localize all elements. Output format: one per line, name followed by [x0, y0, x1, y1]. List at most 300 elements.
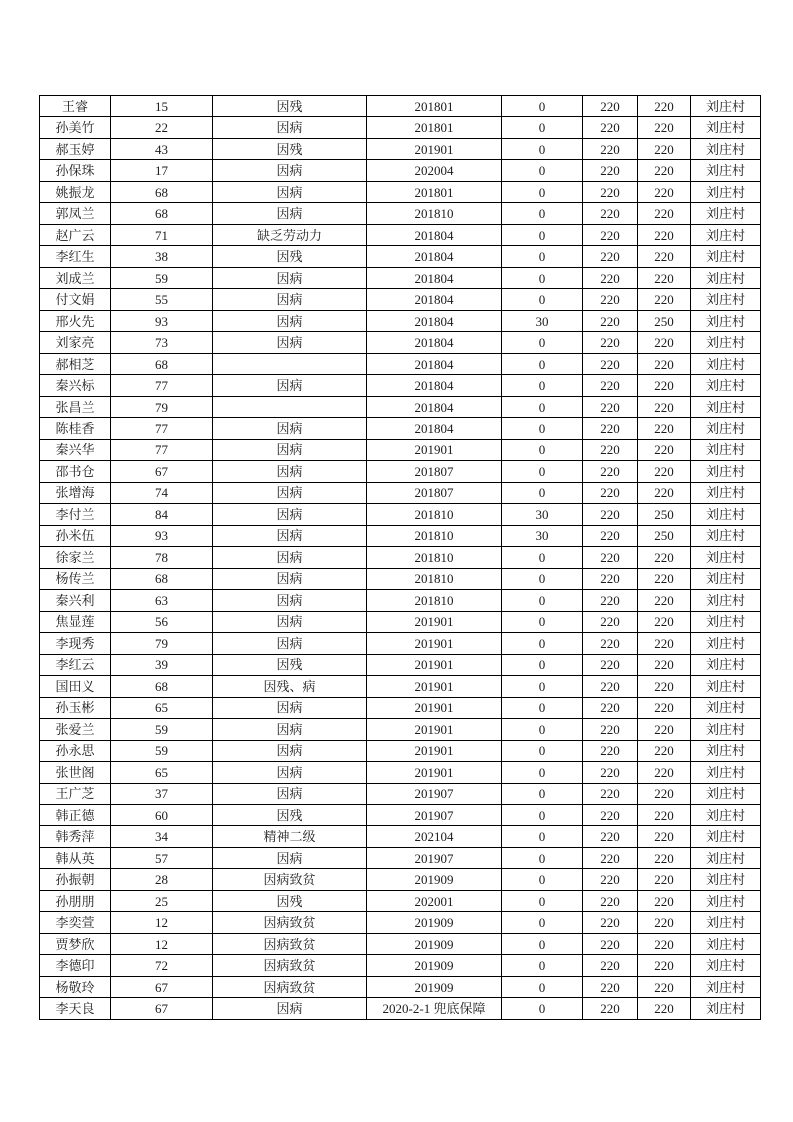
- cell-standard: 220: [583, 461, 638, 482]
- cell-adjustment: 0: [502, 353, 583, 374]
- cell-adjustment: 0: [502, 654, 583, 675]
- cell-cause: 因残、病: [213, 676, 367, 697]
- cell-name: 徐家兰: [40, 547, 111, 568]
- cell-village: 刘庄村: [691, 762, 761, 783]
- cell-name: 郝相芝: [40, 353, 111, 374]
- table-row: [40, 353, 761, 374]
- cell-age: 72: [111, 955, 213, 976]
- table-row: [40, 719, 761, 740]
- table-row: [40, 783, 761, 804]
- cell-total: 220: [638, 976, 691, 997]
- cell-age: 79: [111, 633, 213, 654]
- cell-age: 22: [111, 117, 213, 138]
- table-row: [40, 482, 761, 503]
- cell-adjustment: 0: [502, 246, 583, 267]
- cell-date: 201909: [367, 976, 502, 997]
- table-row: [40, 869, 761, 890]
- cell-adjustment: 0: [502, 160, 583, 181]
- cell-adjustment: 0: [502, 633, 583, 654]
- cell-name: 孙朋朋: [40, 890, 111, 911]
- cell-adjustment: 0: [502, 117, 583, 138]
- table-row: [40, 439, 761, 460]
- cell-cause: 因病: [213, 203, 367, 224]
- cell-total: 220: [638, 654, 691, 675]
- cell-date: 201804: [367, 246, 502, 267]
- cell-age: 59: [111, 740, 213, 761]
- cell-date: 201901: [367, 740, 502, 761]
- cell-cause: 因病: [213, 525, 367, 546]
- cell-cause: 因病: [213, 482, 367, 503]
- cell-name: 张爱兰: [40, 719, 111, 740]
- cell-village: 刘庄村: [691, 332, 761, 353]
- cell-village: 刘庄村: [691, 203, 761, 224]
- cell-age: 65: [111, 762, 213, 783]
- cell-standard: 220: [583, 418, 638, 439]
- cell-age: 12: [111, 933, 213, 954]
- cell-total: 220: [638, 633, 691, 654]
- cell-name: 孙振朝: [40, 869, 111, 890]
- cell-name: 韩秀萍: [40, 826, 111, 847]
- cell-adjustment: 0: [502, 933, 583, 954]
- cell-cause: 因病致贫: [213, 933, 367, 954]
- table-row: [40, 504, 761, 525]
- cell-cause: 因病: [213, 504, 367, 525]
- table-row: [40, 224, 761, 245]
- cell-date: 201810: [367, 547, 502, 568]
- cell-village: 刘庄村: [691, 719, 761, 740]
- cell-cause: 精神二级: [213, 826, 367, 847]
- cell-standard: 220: [583, 289, 638, 310]
- cell-standard: 220: [583, 203, 638, 224]
- cell-adjustment: 0: [502, 396, 583, 417]
- cell-cause: 因病: [213, 160, 367, 181]
- cell-total: 220: [638, 96, 691, 117]
- cell-name: 孙永思: [40, 740, 111, 761]
- table-row: [40, 418, 761, 439]
- cell-village: 刘庄村: [691, 289, 761, 310]
- cell-village: 刘庄村: [691, 310, 761, 331]
- cell-cause: 因病致贫: [213, 955, 367, 976]
- table-row: [40, 804, 761, 825]
- cell-cause: 因病: [213, 740, 367, 761]
- cell-age: 74: [111, 482, 213, 503]
- cell-name: 姚振龙: [40, 181, 111, 202]
- cell-age: 59: [111, 267, 213, 288]
- cell-date: 202004: [367, 160, 502, 181]
- table-row: [40, 676, 761, 697]
- cell-standard: 220: [583, 181, 638, 202]
- cell-date: 201804: [367, 418, 502, 439]
- cell-adjustment: 0: [502, 289, 583, 310]
- cell-adjustment: 0: [502, 697, 583, 718]
- cell-name: 秦兴华: [40, 439, 111, 460]
- cell-total: 220: [638, 998, 691, 1019]
- cell-adjustment: 0: [502, 332, 583, 353]
- cell-standard: 220: [583, 998, 638, 1019]
- cell-standard: 220: [583, 890, 638, 911]
- subsidy-table: [39, 95, 761, 1020]
- cell-age: 68: [111, 568, 213, 589]
- cell-village: 刘庄村: [691, 353, 761, 374]
- cell-standard: 220: [583, 547, 638, 568]
- cell-age: 65: [111, 697, 213, 718]
- cell-cause: 因病: [213, 289, 367, 310]
- cell-date: 201810: [367, 203, 502, 224]
- cell-date: 201804: [367, 375, 502, 396]
- cell-village: 刘庄村: [691, 869, 761, 890]
- cell-age: 39: [111, 654, 213, 675]
- cell-date: 201804: [367, 289, 502, 310]
- cell-village: 刘庄村: [691, 224, 761, 245]
- cell-village: 刘庄村: [691, 633, 761, 654]
- cell-date: 201901: [367, 138, 502, 159]
- cell-total: 220: [638, 332, 691, 353]
- cell-name: 秦兴标: [40, 375, 111, 396]
- cell-name: 郭凤兰: [40, 203, 111, 224]
- cell-standard: 220: [583, 439, 638, 460]
- cell-total: 220: [638, 740, 691, 761]
- cell-date: 201907: [367, 783, 502, 804]
- cell-total: 220: [638, 289, 691, 310]
- cell-village: 刘庄村: [691, 933, 761, 954]
- cell-cause: 因残: [213, 890, 367, 911]
- cell-total: 220: [638, 418, 691, 439]
- cell-age: 68: [111, 353, 213, 374]
- cell-total: 220: [638, 267, 691, 288]
- cell-adjustment: 0: [502, 482, 583, 503]
- table-row: [40, 590, 761, 611]
- cell-age: 84: [111, 504, 213, 525]
- cell-date: 2020-2-1 兜底保障: [367, 998, 502, 1019]
- cell-cause: 因病致贫: [213, 976, 367, 997]
- cell-standard: 220: [583, 96, 638, 117]
- cell-cause: 因残: [213, 138, 367, 159]
- cell-village: 刘庄村: [691, 117, 761, 138]
- cell-name: 孙美竹: [40, 117, 111, 138]
- cell-adjustment: 0: [502, 890, 583, 911]
- cell-date: 201807: [367, 461, 502, 482]
- table-row: [40, 525, 761, 546]
- cell-name: 秦兴利: [40, 590, 111, 611]
- cell-cause: 因残: [213, 96, 367, 117]
- cell-age: 59: [111, 719, 213, 740]
- cell-total: 220: [638, 439, 691, 460]
- table-row: [40, 181, 761, 202]
- table-row: [40, 547, 761, 568]
- cell-date: 201909: [367, 955, 502, 976]
- cell-village: 刘庄村: [691, 461, 761, 482]
- cell-adjustment: 0: [502, 203, 583, 224]
- cell-standard: 220: [583, 912, 638, 933]
- cell-date: 201807: [367, 482, 502, 503]
- cell-name: 付文娟: [40, 289, 111, 310]
- cell-name: 李红云: [40, 654, 111, 675]
- cell-total: 220: [638, 869, 691, 890]
- cell-date: 201901: [367, 697, 502, 718]
- cell-date: 201909: [367, 912, 502, 933]
- table-row: [40, 998, 761, 1019]
- cell-name: 李天良: [40, 998, 111, 1019]
- cell-age: 67: [111, 976, 213, 997]
- cell-name: 孙玉彬: [40, 697, 111, 718]
- table-row: [40, 117, 761, 138]
- cell-total: 220: [638, 826, 691, 847]
- cell-date: 201810: [367, 525, 502, 546]
- cell-total: 220: [638, 804, 691, 825]
- cell-age: 68: [111, 676, 213, 697]
- cell-cause: 因病: [213, 117, 367, 138]
- cell-date: 201810: [367, 590, 502, 611]
- table-row: [40, 267, 761, 288]
- cell-standard: 220: [583, 504, 638, 525]
- cell-age: 55: [111, 289, 213, 310]
- cell-name: 李现秀: [40, 633, 111, 654]
- cell-adjustment: 0: [502, 912, 583, 933]
- cell-name: 邢火先: [40, 310, 111, 331]
- cell-standard: 220: [583, 869, 638, 890]
- cell-standard: 220: [583, 224, 638, 245]
- cell-standard: 220: [583, 246, 638, 267]
- table-row: [40, 955, 761, 976]
- cell-cause: 因病: [213, 181, 367, 202]
- cell-total: 220: [638, 117, 691, 138]
- cell-standard: 220: [583, 117, 638, 138]
- table-row: [40, 461, 761, 482]
- cell-age: 12: [111, 912, 213, 933]
- table-row: [40, 289, 761, 310]
- cell-standard: 220: [583, 353, 638, 374]
- cell-name: 王广芝: [40, 783, 111, 804]
- cell-standard: 220: [583, 611, 638, 632]
- table-row: [40, 890, 761, 911]
- cell-village: 刘庄村: [691, 611, 761, 632]
- cell-age: 37: [111, 783, 213, 804]
- cell-village: 刘庄村: [691, 160, 761, 181]
- cell-name: 邵书仓: [40, 461, 111, 482]
- cell-standard: 220: [583, 568, 638, 589]
- cell-adjustment: 0: [502, 804, 583, 825]
- cell-adjustment: 0: [502, 762, 583, 783]
- cell-village: 刘庄村: [691, 482, 761, 503]
- cell-adjustment: 0: [502, 96, 583, 117]
- cell-adjustment: 0: [502, 955, 583, 976]
- cell-village: 刘庄村: [691, 826, 761, 847]
- table-row: [40, 976, 761, 997]
- cell-standard: 220: [583, 332, 638, 353]
- cell-standard: 220: [583, 590, 638, 611]
- cell-village: 刘庄村: [691, 138, 761, 159]
- table-row: [40, 375, 761, 396]
- cell-name: 李红生: [40, 246, 111, 267]
- cell-age: 77: [111, 439, 213, 460]
- cell-cause: 因病: [213, 310, 367, 331]
- cell-village: 刘庄村: [691, 568, 761, 589]
- cell-age: 57: [111, 847, 213, 868]
- cell-village: 刘庄村: [691, 418, 761, 439]
- cell-date: 201801: [367, 181, 502, 202]
- cell-name: 焦显莲: [40, 611, 111, 632]
- cell-age: 78: [111, 547, 213, 568]
- cell-village: 刘庄村: [691, 590, 761, 611]
- table-row: [40, 826, 761, 847]
- cell-adjustment: 0: [502, 418, 583, 439]
- cell-standard: 220: [583, 955, 638, 976]
- cell-age: 15: [111, 96, 213, 117]
- cell-adjustment: 0: [502, 181, 583, 202]
- cell-village: 刘庄村: [691, 375, 761, 396]
- cell-date: 201901: [367, 676, 502, 697]
- table-row: [40, 933, 761, 954]
- cell-age: 28: [111, 869, 213, 890]
- cell-adjustment: 0: [502, 847, 583, 868]
- cell-village: 刘庄村: [691, 955, 761, 976]
- cell-standard: 220: [583, 633, 638, 654]
- cell-total: 220: [638, 568, 691, 589]
- cell-name: 王睿: [40, 96, 111, 117]
- cell-village: 刘庄村: [691, 740, 761, 761]
- cell-village: 刘庄村: [691, 181, 761, 202]
- cell-date: 201804: [367, 353, 502, 374]
- cell-adjustment: 0: [502, 568, 583, 589]
- cell-cause: 因残: [213, 804, 367, 825]
- cell-total: 220: [638, 138, 691, 159]
- cell-date: 201909: [367, 869, 502, 890]
- cell-standard: 220: [583, 525, 638, 546]
- cell-name: 李付兰: [40, 504, 111, 525]
- cell-name: 杨传兰: [40, 568, 111, 589]
- cell-age: 71: [111, 224, 213, 245]
- cell-adjustment: 30: [502, 310, 583, 331]
- cell-standard: 220: [583, 826, 638, 847]
- cell-village: 刘庄村: [691, 267, 761, 288]
- table-row: [40, 912, 761, 933]
- cell-date: 201804: [367, 310, 502, 331]
- cell-total: 220: [638, 246, 691, 267]
- cell-date: 201901: [367, 611, 502, 632]
- cell-name: 陈桂香: [40, 418, 111, 439]
- cell-age: 34: [111, 826, 213, 847]
- cell-standard: 220: [583, 267, 638, 288]
- cell-total: 220: [638, 676, 691, 697]
- cell-age: 68: [111, 181, 213, 202]
- cell-age: 38: [111, 246, 213, 267]
- cell-standard: 220: [583, 783, 638, 804]
- cell-standard: 220: [583, 676, 638, 697]
- cell-age: 68: [111, 203, 213, 224]
- cell-adjustment: 0: [502, 439, 583, 460]
- cell-date: 201907: [367, 804, 502, 825]
- cell-total: 220: [638, 933, 691, 954]
- cell-name: 李德印: [40, 955, 111, 976]
- cell-cause: 因病: [213, 568, 367, 589]
- cell-cause: 因病: [213, 783, 367, 804]
- cell-village: 刘庄村: [691, 783, 761, 804]
- cell-standard: 220: [583, 375, 638, 396]
- cell-total: 220: [638, 224, 691, 245]
- cell-age: 77: [111, 375, 213, 396]
- cell-standard: 220: [583, 482, 638, 503]
- cell-age: 67: [111, 461, 213, 482]
- cell-cause: 因病致贫: [213, 912, 367, 933]
- cell-cause: 因病: [213, 633, 367, 654]
- table-row: [40, 568, 761, 589]
- cell-total: 220: [638, 461, 691, 482]
- cell-adjustment: 0: [502, 611, 583, 632]
- cell-adjustment: 0: [502, 676, 583, 697]
- cell-date: 201901: [367, 719, 502, 740]
- cell-cause: 因病: [213, 697, 367, 718]
- table-row: [40, 96, 761, 117]
- cell-total: 220: [638, 181, 691, 202]
- cell-age: 17: [111, 160, 213, 181]
- cell-name: 赵广云: [40, 224, 111, 245]
- cell-cause: 因病: [213, 611, 367, 632]
- cell-age: 25: [111, 890, 213, 911]
- cell-date: 201804: [367, 267, 502, 288]
- table-row: [40, 633, 761, 654]
- cell-name: 孙米伍: [40, 525, 111, 546]
- cell-adjustment: 0: [502, 547, 583, 568]
- cell-cause: 因病: [213, 418, 367, 439]
- cell-cause: 因病: [213, 590, 367, 611]
- cell-name: 张增海: [40, 482, 111, 503]
- cell-total: 220: [638, 547, 691, 568]
- cell-village: 刘庄村: [691, 697, 761, 718]
- cell-adjustment: 0: [502, 998, 583, 1019]
- cell-adjustment: 0: [502, 138, 583, 159]
- cell-date: 202001: [367, 890, 502, 911]
- table-row: [40, 160, 761, 181]
- cell-age: 93: [111, 525, 213, 546]
- cell-standard: 220: [583, 976, 638, 997]
- table-row: [40, 762, 761, 783]
- cell-date: 202104: [367, 826, 502, 847]
- cell-village: 刘庄村: [691, 998, 761, 1019]
- table-row: [40, 654, 761, 675]
- cell-cause: [213, 353, 367, 374]
- cell-total: 220: [638, 719, 691, 740]
- cell-adjustment: 0: [502, 375, 583, 396]
- cell-cause: 因病: [213, 847, 367, 868]
- cell-name: 刘家亮: [40, 332, 111, 353]
- cell-total: 220: [638, 955, 691, 976]
- cell-total: 220: [638, 375, 691, 396]
- cell-village: 刘庄村: [691, 439, 761, 460]
- cell-age: 60: [111, 804, 213, 825]
- cell-date: 201804: [367, 332, 502, 353]
- cell-standard: 220: [583, 719, 638, 740]
- cell-adjustment: 0: [502, 783, 583, 804]
- cell-date: 201907: [367, 847, 502, 868]
- table-row: [40, 246, 761, 267]
- cell-cause: [213, 396, 367, 417]
- cell-total: 220: [638, 890, 691, 911]
- cell-name: 张世阁: [40, 762, 111, 783]
- cell-date: 201801: [367, 117, 502, 138]
- cell-village: 刘庄村: [691, 912, 761, 933]
- cell-village: 刘庄村: [691, 890, 761, 911]
- cell-name: 孙保珠: [40, 160, 111, 181]
- cell-village: 刘庄村: [691, 804, 761, 825]
- table-row: [40, 138, 761, 159]
- cell-village: 刘庄村: [691, 847, 761, 868]
- cell-cause: 因病: [213, 547, 367, 568]
- table-row: [40, 310, 761, 331]
- cell-adjustment: 0: [502, 740, 583, 761]
- cell-date: 201804: [367, 396, 502, 417]
- cell-date: 201804: [367, 224, 502, 245]
- cell-cause: 因病: [213, 762, 367, 783]
